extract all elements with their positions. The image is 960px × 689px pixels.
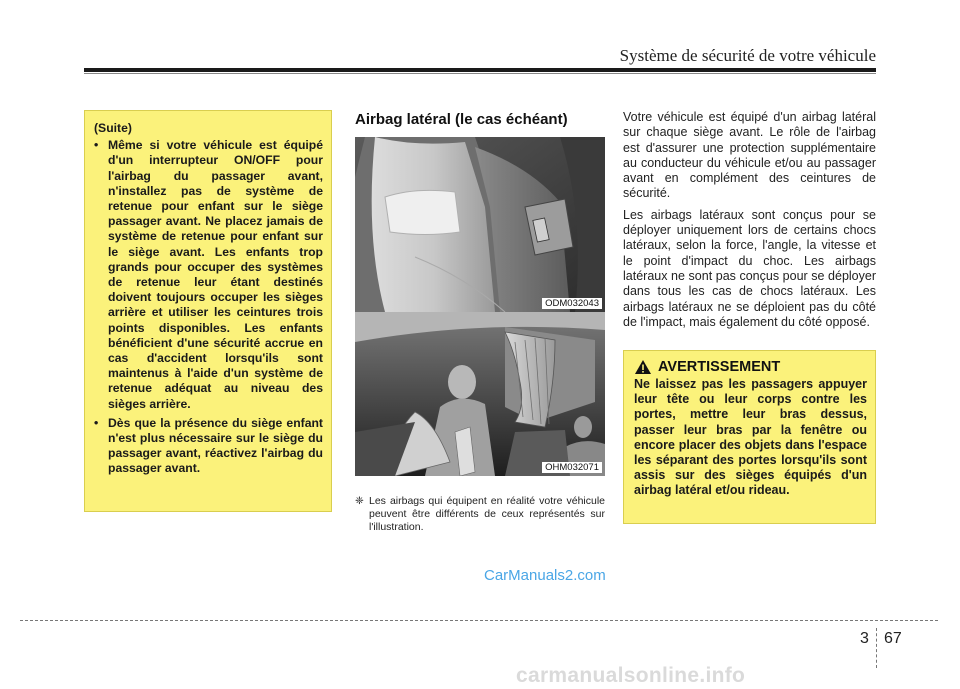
bullet-icon: • bbox=[94, 415, 99, 430]
header-rule-thin bbox=[84, 73, 876, 74]
bullet-icon: • bbox=[94, 138, 99, 153]
note-list bbox=[94, 138, 323, 476]
body-text bbox=[623, 110, 876, 336]
cabin-illustration-svg bbox=[355, 312, 605, 476]
body-paragraph: Les airbags latéraux sont conçus pour se déployer uniquement lors de certains chocs latéraux, selon la force, l'angle, la vitesse et le point d'impact du choc. Les airbags latéraux ne sont pas conçus pour se déployer dans tous les cas de chocs latéraux. Les airbags latéraux ne se déploient pas du côté de l'impact, mais également du côté opposé. bbox=[623, 207, 876, 329]
warning-header bbox=[634, 359, 867, 375]
illustration-caption bbox=[355, 495, 605, 534]
note-asterism-icon: ❈ bbox=[355, 495, 364, 507]
warning-text: Ne laissez pas les passagers appuyer leur tête ou leur corps contre les portes, mettre leur bras dessus, passer leur bras par la fenêtre ou encore placer des objets dans l'espace les séparant des portes lorsqu'ils sont assis sur des sièges équipés d'un airbag latéral et/ou rideau. bbox=[634, 377, 867, 498]
note-item bbox=[94, 138, 323, 412]
figure-code-label: ODM032043 bbox=[542, 298, 602, 309]
seat-side-airbag-illustration bbox=[355, 137, 605, 312]
warning-box bbox=[623, 350, 876, 524]
watermark-link[interactable]: CarManuals2.com bbox=[484, 567, 606, 584]
warning-triangle-icon bbox=[634, 359, 652, 375]
section-title: Airbag latéral (le cas échéant) bbox=[355, 111, 568, 128]
note-suite-label: (Suite) bbox=[94, 121, 132, 135]
footer-dashed-rule bbox=[20, 620, 938, 621]
page-number-divider bbox=[876, 628, 877, 668]
body-paragraph: Votre véhicule est équipé d'un airbag latéral sur chaque siège avant. Le rôle de l'airbag est d'assurer une protection supplémentaire au conducteur du véhicule et/ou au passager avant en complément des ceintures de sécurité. bbox=[623, 110, 876, 201]
note-item bbox=[94, 416, 323, 477]
figure-code-label: OHM032071 bbox=[542, 462, 602, 473]
note-item-text: Même si votre véhicule est équipé d'un interrupteur ON/OFF pour l'airbag du passager avant, n'installez pas de système de retenue pour enfant sur le siège passager avant. Ne placez jamais de système de retenue pour enfant sur le siège avant. Les enfants trop grands pour occuper des systèmes de retenue leur étant destinés doivent toujours occuper les sièges arrière et utiliser les ceintures trois points disponibles. Les enfants bénéficient d'une sécurité accrue en cas d'accident lorsqu'ils sont maintenus à l'aide d'un système de retenue adéquat au niveau des sièges arrière. bbox=[108, 138, 323, 411]
cabin-airbag-illustration bbox=[355, 312, 605, 476]
warning-title: AVERTISSEMENT bbox=[658, 359, 781, 375]
section-number: 3 bbox=[860, 630, 869, 647]
continued-note-box bbox=[84, 110, 332, 512]
seat-illustration-svg bbox=[355, 137, 605, 312]
note-item-text: Dès que la présence du siège enfant n'est plus nécessaire sur le siège du passager avant, réactivez l'airbag du passager avant. bbox=[108, 415, 323, 476]
header-title: Système de sécurité de votre véhicule bbox=[619, 46, 876, 65]
header-rule bbox=[84, 68, 876, 72]
site-watermark: carmanualsonline.info bbox=[516, 664, 746, 687]
page-number: 67 bbox=[884, 630, 902, 647]
caption-text: Les airbags qui équipent en réalité votre véhicule peuvent être différents de ceux représentés sur l'illustration. bbox=[369, 495, 605, 533]
